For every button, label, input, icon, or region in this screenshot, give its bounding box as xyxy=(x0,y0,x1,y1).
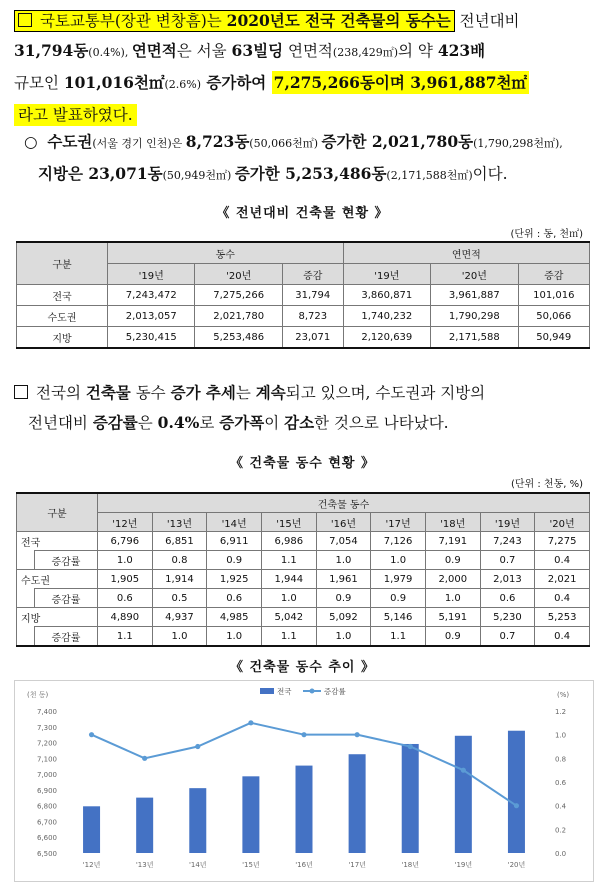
table2-header: 건축물 동수 xyxy=(98,493,590,513)
summary-text: 는 xyxy=(235,384,256,402)
table2-year-header: '16년 xyxy=(316,513,371,532)
cell: 23,071 xyxy=(282,327,343,349)
table2-year-header: '17년 xyxy=(371,513,426,532)
cell: 1.1 xyxy=(261,551,316,570)
row-label: 수도권 xyxy=(17,570,98,589)
ratio-423: 423배 xyxy=(437,41,486,60)
y-right-tick: 1.0 xyxy=(555,731,567,740)
intro-line-3 xyxy=(14,68,594,100)
y-right-label: (%) xyxy=(557,691,570,699)
cell: 7,275,266 xyxy=(195,285,282,306)
summary-bold: 증가 추세 xyxy=(170,383,236,402)
cell: 4,890 xyxy=(98,608,153,627)
row-label: 수도권 xyxy=(17,306,108,327)
table2-group-header: 구분 xyxy=(17,493,98,532)
bar-jeonguk xyxy=(136,798,153,853)
cell: 1.0 xyxy=(261,589,316,608)
cell: 0.7 xyxy=(480,627,535,647)
cell: 5,092 xyxy=(316,608,371,627)
intro-line-2 xyxy=(14,36,594,68)
y-left-label: (천 동) xyxy=(27,691,49,699)
table1-subheader: 증감 xyxy=(282,264,343,285)
cell: 1.0 xyxy=(98,551,153,570)
table1-subheader: 증감 xyxy=(518,264,589,285)
bar-jeonguk xyxy=(242,776,259,853)
cell: 3,961,887 xyxy=(431,285,518,306)
cell: 0.8 xyxy=(152,551,207,570)
y-left-tick: 7,400 xyxy=(36,708,57,716)
local-inc: 23,071동 xyxy=(88,164,163,183)
cell: 6,986 xyxy=(261,532,316,551)
cell: 2,021,780 xyxy=(195,306,282,327)
cell: 1.0 xyxy=(425,589,480,608)
x-tick: '15년 xyxy=(242,861,260,869)
cell: 1.0 xyxy=(207,627,262,647)
table2-year-header: '20년 xyxy=(535,513,590,532)
indent-cell xyxy=(17,589,35,608)
cell: 1,944 xyxy=(261,570,316,589)
intro-conclusion: 라고 발표하였다. xyxy=(14,104,137,126)
cell: 6,851 xyxy=(152,532,207,551)
cell: 0.9 xyxy=(371,589,426,608)
cell: 7,243 xyxy=(480,532,535,551)
cell: 5,042 xyxy=(261,608,316,627)
y-right-tick: 0.2 xyxy=(555,826,567,835)
local-total-area: (2,171,588천㎡) xyxy=(386,169,473,182)
cell: 2,013 xyxy=(480,570,535,589)
cell: 2,000 xyxy=(425,570,480,589)
cell: 1.0 xyxy=(371,551,426,570)
row-label: 지방 xyxy=(17,327,108,349)
cell: 1.1 xyxy=(98,627,153,647)
cell: 1.1 xyxy=(371,627,426,647)
cell: 50,066 xyxy=(518,306,589,327)
table1-title: 《 전년대비 건축물 현황 》 xyxy=(216,206,389,221)
intro-text2: 연면적 xyxy=(283,42,333,60)
row-label: 전국 xyxy=(17,285,108,306)
line-point xyxy=(408,744,413,749)
capital-label: 수도권 xyxy=(47,132,93,151)
summary-text: 되고 있으며, 수도권과 지방의 xyxy=(285,384,486,402)
cell: 5,253 xyxy=(535,608,590,627)
table-row xyxy=(17,589,590,608)
cell: 8,723 xyxy=(282,306,343,327)
summary-text: 로 xyxy=(199,414,220,432)
cell: 7,126 xyxy=(371,532,426,551)
cell: 0.6 xyxy=(207,589,262,608)
sub-line-2 xyxy=(24,159,594,191)
table2-year-header: '19년 xyxy=(480,513,535,532)
checkbox-bullet-icon xyxy=(14,385,28,399)
cell: 2,021 xyxy=(535,570,590,589)
summary-bold: 증가폭 xyxy=(219,413,265,432)
summary-bold: 건축물 xyxy=(85,383,131,402)
y-left-tick: 6,900 xyxy=(36,786,57,795)
x-tick: '18년 xyxy=(401,861,420,869)
capital-inc: 8,723동 xyxy=(185,132,250,151)
area-increase: 101,016천㎡ xyxy=(63,73,165,92)
table2-title: 《 건축물 동수 현황 》 xyxy=(229,456,375,471)
cell: 0.4 xyxy=(535,589,590,608)
x-tick: '14년 xyxy=(188,861,207,869)
summary-text: 은 xyxy=(137,414,158,432)
intro-text: 은 서울 xyxy=(176,42,232,60)
capital-inc-area: (50,066천㎡) xyxy=(249,137,322,150)
line-point xyxy=(514,803,519,808)
area-label: 연면적 xyxy=(131,41,177,60)
local-inc-area: (50,949천㎡) xyxy=(162,169,235,182)
summary-text: 한 것으로 나타났다. xyxy=(314,414,449,432)
intro-year: 2020년도 xyxy=(226,11,300,30)
building-63: 63빌딩 xyxy=(231,41,284,60)
cell: 1,905 xyxy=(98,570,153,589)
local-inc-label: 증가한 xyxy=(234,164,286,183)
cell: 50,949 xyxy=(518,327,589,349)
cell: 5,230,415 xyxy=(108,327,195,349)
cell: 31,794 xyxy=(282,285,343,306)
table1-subheader: '19년 xyxy=(343,264,430,285)
cell: 0.6 xyxy=(480,589,535,608)
summary-bold: 증감률 xyxy=(92,413,138,432)
chart-title: 《 건축물 동수 추이 》 xyxy=(229,660,375,675)
y-right-tick: 0.6 xyxy=(555,779,567,787)
intro-building-count: 전국 건축물의 동수는 xyxy=(299,11,451,30)
total-highlight: 7,275,266동이며 3,961,887천㎡ xyxy=(273,73,528,92)
sub-line-1 xyxy=(24,127,594,159)
table2-year-header: '15년 xyxy=(261,513,316,532)
area-pct: (2.6%) xyxy=(164,78,201,91)
row-label: 지방 xyxy=(17,608,98,627)
increase-label: 증가하여 xyxy=(200,73,272,92)
cell: 0.4 xyxy=(535,627,590,647)
cell: 0.9 xyxy=(207,551,262,570)
circle-bullet-icon: ○ xyxy=(24,133,38,151)
x-tick: '12년 xyxy=(82,861,101,869)
intro-ministry: 국토교통부(장관 변창흠)는 xyxy=(40,12,227,30)
cell: 1,961 xyxy=(316,570,371,589)
cell: 1,925 xyxy=(207,570,262,589)
summary-text: 이 xyxy=(264,414,285,432)
table2 xyxy=(16,492,590,647)
cell: 101,016 xyxy=(518,285,589,306)
table-row xyxy=(17,608,590,627)
capital-total: 2,021,780동 xyxy=(371,132,474,151)
intro-line-4 xyxy=(14,100,594,130)
y-left-tick: 6,800 xyxy=(36,802,57,811)
table2-year-header: '12년 xyxy=(98,513,153,532)
cell: 0.6 xyxy=(98,589,153,608)
bar-jeonguk xyxy=(349,754,366,853)
x-tick: '17년 xyxy=(348,861,366,869)
cell: 1.0 xyxy=(316,627,371,647)
cell: 5,230 xyxy=(480,608,535,627)
cell: 7,243,472 xyxy=(108,285,195,306)
cell: 1,740,232 xyxy=(343,306,430,327)
y-left-tick: 7,000 xyxy=(36,771,57,780)
local-label: 지방은 xyxy=(38,164,89,183)
table1-subheader: '20년 xyxy=(195,264,282,285)
y-right-tick: 0.4 xyxy=(555,802,567,811)
legend-line-marker xyxy=(310,689,315,694)
table-row xyxy=(17,306,590,327)
cell: 1,979 xyxy=(371,570,426,589)
intro-tail: 전년대비 xyxy=(454,12,520,30)
table2-year-header: '13년 xyxy=(152,513,207,532)
cell: 7,191 xyxy=(425,532,480,551)
checkbox-bullet-icon xyxy=(18,13,32,27)
table1-subheader: '20년 xyxy=(431,264,518,285)
summary-paragraph xyxy=(14,378,594,438)
x-tick: '19년 xyxy=(454,861,473,869)
y-left-tick: 6,700 xyxy=(36,818,57,827)
cell: 4,937 xyxy=(152,608,207,627)
y-right-tick: 0.8 xyxy=(555,755,567,764)
table-row xyxy=(17,532,590,551)
table2-year-header: '18년 xyxy=(425,513,480,532)
y-left-tick: 7,100 xyxy=(36,755,57,764)
cell: 2,171,588 xyxy=(431,327,518,349)
cell: 4,985 xyxy=(207,608,262,627)
y-left-tick: 7,300 xyxy=(36,723,57,732)
bar-jeonguk xyxy=(83,806,100,853)
capital-total-area: (1,790,298천㎡), xyxy=(473,137,563,150)
indent-cell xyxy=(17,551,35,570)
intro-text3: 의 약 xyxy=(398,42,438,60)
summary-bold: 계속 xyxy=(255,383,286,402)
increase-count: 31,794동 xyxy=(14,41,89,60)
summary-bold: 감소 xyxy=(284,413,315,432)
y-left-tick: 6,500 xyxy=(36,850,57,858)
cell: 0.9 xyxy=(316,589,371,608)
cell: 6,911 xyxy=(207,532,262,551)
cell: 5,191 xyxy=(425,608,480,627)
y-left-tick: 7,200 xyxy=(36,739,57,748)
cell: 2,013,057 xyxy=(108,306,195,327)
indent-cell xyxy=(17,627,35,647)
row-label: 전국 xyxy=(17,532,98,551)
cell: 1,790,298 xyxy=(431,306,518,327)
cell: 7,054 xyxy=(316,532,371,551)
line-point xyxy=(301,732,306,737)
bar-jeonguk xyxy=(189,788,206,853)
table2-unit: (단위 : 천동, %) xyxy=(510,479,583,490)
table1-header-count: 동수 xyxy=(108,242,344,264)
cell: 0.9 xyxy=(425,627,480,647)
cell: 7,275 xyxy=(535,532,590,551)
summary-text: 전년대비 xyxy=(28,414,93,432)
line-point xyxy=(142,756,147,761)
line-point xyxy=(89,732,94,737)
cell: 5,253,486 xyxy=(195,327,282,349)
summary-text: 동수 xyxy=(130,384,171,402)
cell: 0.7 xyxy=(480,551,535,570)
area-63: (238,429㎡) xyxy=(332,46,398,59)
sub-paragraph xyxy=(24,127,594,191)
line-point xyxy=(195,744,200,749)
cell: 0.4 xyxy=(535,551,590,570)
x-tick: '16년 xyxy=(295,861,313,869)
cell: 0.9 xyxy=(425,551,480,570)
row-label: 증감률 xyxy=(34,589,97,608)
cell: 1.0 xyxy=(152,627,207,647)
x-tick: '13년 xyxy=(135,861,154,869)
chart-svg xyxy=(15,681,593,881)
line-point xyxy=(248,720,253,725)
cell: 6,796 xyxy=(98,532,153,551)
line-point xyxy=(355,732,360,737)
chart-container xyxy=(14,680,594,882)
cell: 1.0 xyxy=(316,551,371,570)
local-end: 이다. xyxy=(472,165,508,183)
table1-subheader: '19년 xyxy=(108,264,195,285)
intro-paragraph xyxy=(14,6,594,130)
cell: 1,914 xyxy=(152,570,207,589)
legend-bar-label: 전국 xyxy=(277,687,292,696)
row-label: 증감률 xyxy=(34,551,97,570)
y-right-tick: 1.2 xyxy=(555,708,567,716)
legend-bar-swatch xyxy=(260,688,274,694)
summary-line-2 xyxy=(14,408,594,438)
table2-year-header: '14년 xyxy=(207,513,262,532)
y-left-tick: 6,600 xyxy=(36,834,57,843)
table-row xyxy=(17,285,590,306)
capital-inc-label: 증가한 xyxy=(321,132,372,151)
legend-line-label: 증감률 xyxy=(324,687,346,696)
intro-line-1 xyxy=(14,6,594,36)
table-row xyxy=(17,627,590,647)
bar-jeonguk xyxy=(455,736,472,853)
table-row xyxy=(17,551,590,570)
cell: 3,860,871 xyxy=(343,285,430,306)
intro-highlight xyxy=(14,10,455,32)
increase-pct: (0.4%), xyxy=(88,46,132,59)
intro-text4: 규모인 xyxy=(14,74,64,92)
summary-line-1 xyxy=(14,378,594,408)
y-right-tick: 0.0 xyxy=(555,850,567,858)
table1 xyxy=(16,241,590,349)
table1-group-header: 구분 xyxy=(17,242,108,285)
row-label: 증감률 xyxy=(34,627,97,647)
bar-jeonguk xyxy=(296,766,313,853)
cell: 0.5 xyxy=(152,589,207,608)
local-total: 5,253,486동 xyxy=(285,164,387,183)
cell: 5,146 xyxy=(371,608,426,627)
capital-desc: (서울 경기 인천)은 xyxy=(92,137,186,150)
table-row xyxy=(17,327,590,349)
x-tick: '20년 xyxy=(507,861,526,869)
table1-unit: (단위 : 동, 천㎡) xyxy=(510,229,583,240)
bar-jeonguk xyxy=(402,744,419,853)
cell: 2,120,639 xyxy=(343,327,430,349)
table1-header-area: 연면적 xyxy=(343,242,589,264)
summary-text: 전국의 xyxy=(36,384,86,402)
table-row xyxy=(17,570,590,589)
bar-jeonguk xyxy=(508,731,525,853)
line-point xyxy=(461,768,466,773)
summary-bold: 0.4% xyxy=(157,413,200,432)
cell: 1.1 xyxy=(261,627,316,647)
